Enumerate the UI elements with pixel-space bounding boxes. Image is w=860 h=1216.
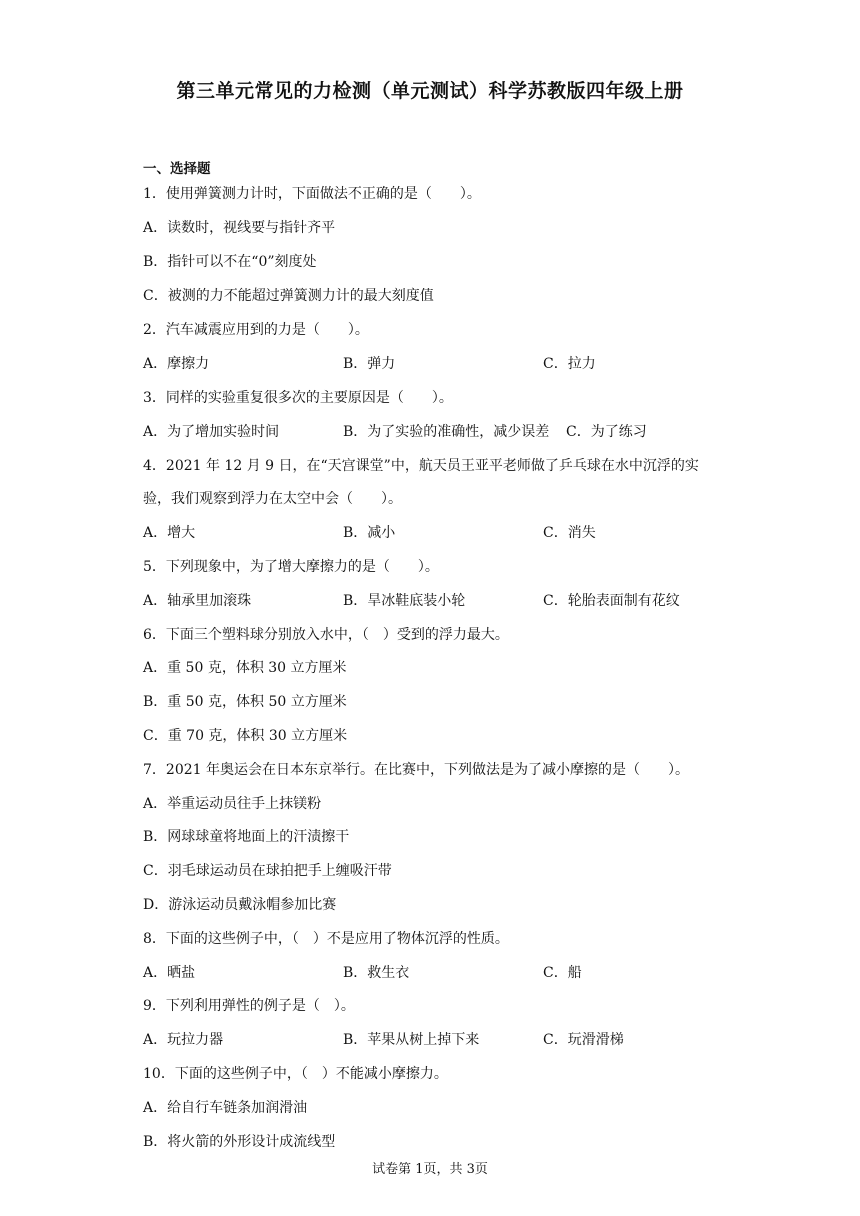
question-7-option-a: A．举重运动员往手上抹镁粉 [143,796,322,812]
question-6-option-a: A．重 50 克，体积 30 立方厘米 [143,660,347,676]
page-footer: 试卷第 1页，共 3页 [372,1162,488,1177]
question-7-stem: 7．2021 年奥运会在日本东京举行。在比赛中，下列做法是为了减小摩擦的是（ ）。 [143,762,689,778]
question-5-stem: 5．下列现象中，为了增大摩擦力的是（ ）。 [143,559,439,575]
question-8-option-a: A．晒盐 [143,965,196,981]
question-5-option-b: B．旱冰鞋底装小轮 [343,593,466,609]
question-4-option-c: C．消失 [543,525,596,541]
question-8-stem: 8．下面的这些例子中，（ ）不是应用了物体沉浮的性质。 [143,931,509,947]
question-10-stem: 10．下面的这些例子中，（ ）不能减小摩擦力。 [143,1066,448,1082]
question-2-option-c: C．拉力 [543,356,596,372]
question-7-option-b: B．网球球童将地面上的汗渍擦干 [143,829,350,845]
question-8-option-c: C．船 [543,965,582,981]
question-1-option-c: C．被测的力不能超过弹簧测力计的最大刻度值 [143,288,434,304]
question-5-option-c: C．轮胎表面制有花纹 [543,593,680,609]
question-9-option-a: A．玩拉力器 [143,1032,224,1048]
question-6-stem: 6．下面三个塑料球分别放入水中，（ ）受到的浮力最大。 [143,627,509,643]
question-10-option-a: A．给自行车链条加润滑油 [143,1100,308,1116]
question-5-option-a: A．轴承里加滚珠 [143,593,252,609]
question-9-option-b: B．苹果从树上掉下来 [343,1032,480,1048]
question-4-option-a: A．增大 [143,525,196,541]
question-4-stem-line-1: 4．2021 年 12 月 9 日，在“天宫课堂”中，航天员王亚平老师做了乒乓球在水中沉浮的实 [143,458,699,474]
question-3-stem: 3．同样的实验重复很多次的主要原因是（ ）。 [143,390,453,406]
question-2-option-b: B．弹力 [343,356,396,372]
question-2-option-a: A．摩擦力 [143,356,210,372]
question-6-option-c: C．重 70 克，体积 30 立方厘米 [143,728,348,744]
page-title: 第三单元常见的力检测（单元测试）科学苏教版四年级上册 [176,80,684,102]
question-1-option-a: A．读数时，视线要与指针齐平 [143,220,336,236]
question-3-option-b: B．为了实验的准确性，减少误差 [343,424,550,440]
question-7-option-d: D．游泳运动员戴泳帽参加比赛 [143,897,337,913]
question-9-option-c: C．玩滑滑梯 [543,1032,624,1048]
question-9-stem: 9．下列利用弹性的例子是（ ）。 [143,998,355,1014]
question-3-option-c: C．为了练习 [566,424,647,440]
question-3-option-a: A．为了增加实验时间 [143,424,280,440]
question-8-option-b: B．救生衣 [343,965,410,981]
section-heading: 一、选择题 [143,161,211,177]
question-10-option-b: B．将火箭的外形设计成流线型 [143,1134,336,1150]
question-1-stem: 1．使用弹簧测力计时，下面做法不正确的是（ ）。 [143,186,481,202]
question-1-option-b: B．指针可以不在“0”刻度处 [143,254,317,270]
question-4-option-b: B．减小 [343,525,396,541]
question-4-stem-line-2: 验，我们观察到浮力在太空中会（ ）。 [143,491,402,507]
question-7-option-c: C．羽毛球运动员在球拍把手上缠吸汗带 [143,863,392,879]
question-2-stem: 2．汽车减震应用到的力是（ ）。 [143,322,369,338]
question-6-option-b: B．重 50 克，体积 50 立方厘米 [143,694,347,710]
